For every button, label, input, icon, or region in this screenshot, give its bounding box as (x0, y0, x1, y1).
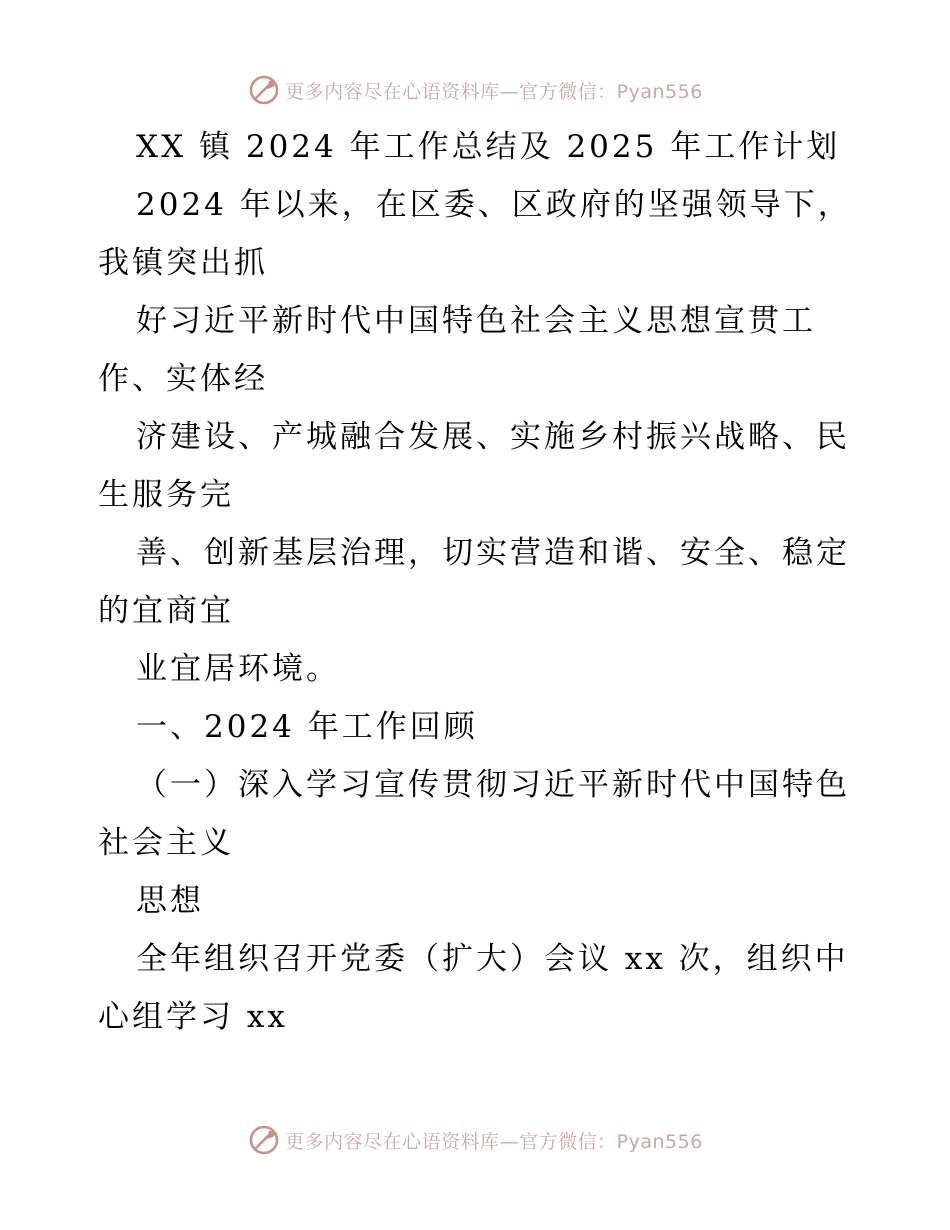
text-line: 好习近平新时代中国特色社会主义思想宣贯工 (136, 303, 816, 339)
quill-logo-icon (247, 1123, 281, 1157)
text-line: 生服务完 (98, 477, 234, 513)
text-line: 作、实体经 (98, 361, 268, 397)
text-line: 社会主义 (98, 825, 234, 861)
document-title: XX 镇 2024 年工作总结及 2025 年工作计划 (136, 129, 841, 165)
text-line: 2024 年以来，在区委、区政府的坚强领导下， (136, 187, 852, 223)
text-line: 全年组织召开党委（扩大）会议 xx 次，组织中 (136, 941, 849, 977)
text-line: 善、创新基层治理，切实营造和谐、安全、稳定 (136, 535, 850, 571)
text-line: 业宜居环境。 (136, 651, 340, 687)
watermark-text: 更多内容尽在心语资料库—官方微信：Pyan556 (285, 1130, 703, 1153)
subsection-heading: （一）深入学习宣传贯彻习近平新时代中国特色 (136, 767, 850, 803)
document-body (98, 118, 854, 1046)
watermark-text: 更多内容尽在心语资料库—官方微信：Pyan556 (285, 80, 703, 103)
text-line: 心组学习 xx (98, 999, 288, 1035)
text-line: 济建设、产城融合发展、实施乡村振兴战略、民 (136, 419, 850, 455)
section-heading: 一、2024 年工作回顾 (136, 709, 478, 745)
text-line: 我镇突出抓 (98, 245, 268, 281)
quill-logo-icon (247, 73, 281, 107)
footer-watermark (0, 1120, 950, 1160)
header-watermark (0, 70, 950, 110)
text-line: 思想 (136, 883, 204, 919)
text-line: 的宜商宜 (98, 593, 234, 629)
